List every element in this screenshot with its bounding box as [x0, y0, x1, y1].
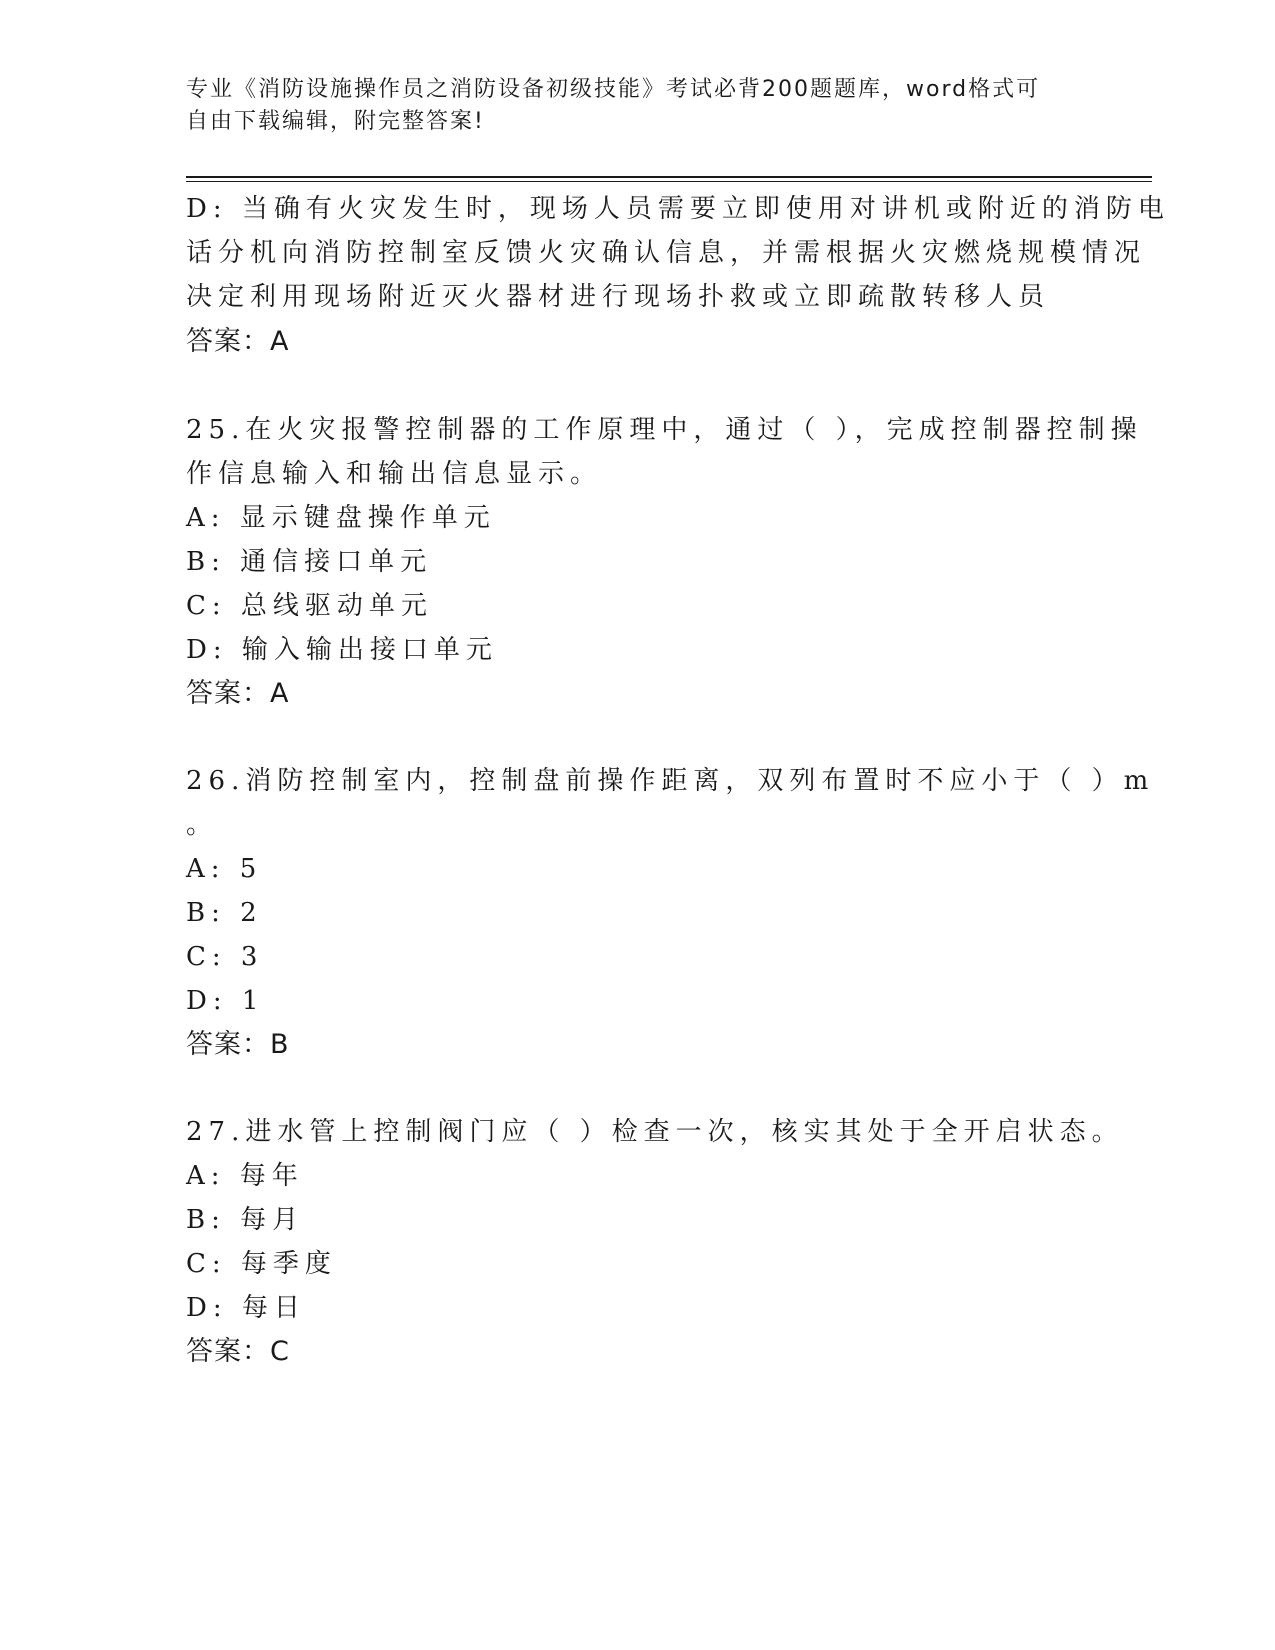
q25-option-a: A: 显示键盘操作单元 — [186, 503, 496, 533]
q25-option-d: D: 输入输出接口单元 — [186, 635, 498, 665]
q25-answer: 答案：A — [186, 678, 290, 709]
q27-option-a: A: 每年 — [186, 1161, 304, 1191]
document-header — [186, 74, 1066, 138]
q24-option-d-line-1: D: 当确有火灾发生时，现场人员需要立即使用对讲机或附近的消防电 — [186, 194, 1170, 224]
q26-stem-line-1: 26.消防控制室内，控制盘前操作距离，双列布置时不应小于（ ）m — [186, 766, 1155, 796]
q25-stem-line-2: 作信息输入和输出信息显示。 — [186, 459, 603, 489]
q27-answer: 答案：C — [186, 1336, 290, 1367]
q24-option-d-line-2: 话分机向消防控制室反馈火灾确认信息，并需根据火灾燃烧规模情况 — [186, 238, 1147, 268]
q27-option-c: C: 每季度 — [186, 1249, 337, 1279]
q26-option-d: D: 1 — [186, 986, 265, 1016]
q25-stem-line-1: 25.在火灾报警控制器的工作原理中，通过（ ），完成控制器控制操 — [186, 415, 1143, 445]
q24-answer: 答案：A — [186, 326, 290, 357]
q27-option-d: D: 每日 — [186, 1293, 306, 1323]
header-line-2: 自由下载编辑，附完整答案! — [186, 109, 485, 134]
header-line-1: 专业《消防设施操作员之消防设备初级技能》考试必背200题题库，word格式可 — [186, 77, 1041, 102]
q25-option-b: B: 通信接口单元 — [186, 547, 433, 577]
header-rule-top — [186, 176, 1152, 178]
q26-answer: 答案：B — [186, 1029, 290, 1060]
q26-stem-line-2: 。 — [186, 810, 219, 840]
q24-option-d-line-3: 决定利用现场附近灭火器材进行现场扑救或立即疏散转移人员 — [186, 282, 1051, 312]
q26-option-a: A: 5 — [186, 854, 263, 884]
q26-option-b: B: 2 — [186, 898, 263, 928]
q26-option-c: C: 3 — [186, 942, 264, 972]
header-rule-bottom — [186, 181, 1152, 182]
q25-option-c: C: 总线驱动单元 — [186, 591, 433, 621]
q27-stem-line-1: 27.进水管上控制阀门应（ ）检查一次，核实其处于全开启状态。 — [186, 1117, 1124, 1147]
q27-option-b: B: 每月 — [186, 1205, 305, 1235]
